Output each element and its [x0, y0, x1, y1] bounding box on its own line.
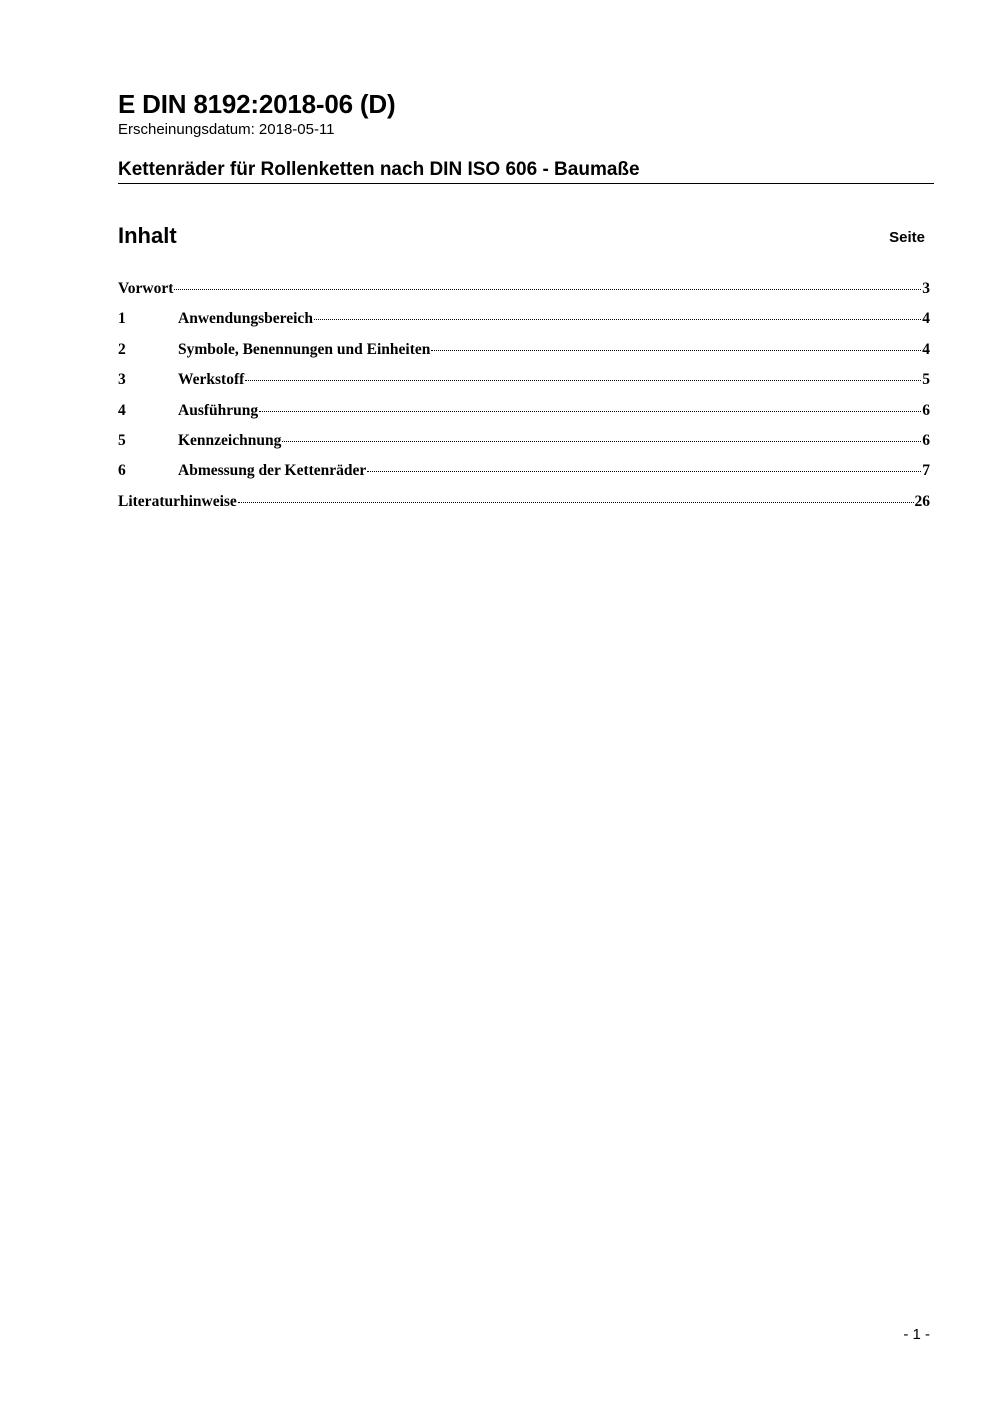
toc-entry-page: 4 — [922, 340, 930, 358]
toc-dot-leader — [245, 380, 921, 381]
toc-entry-number: 4 — [118, 401, 126, 419]
toc-entry-title: Literaturhinweise — [118, 492, 237, 510]
toc-entry-title: Symbole, Benennungen und Einheiten — [178, 340, 431, 358]
document-id: E DIN 8192:2018-06 (D) — [118, 89, 396, 119]
toc-entry-number: 6 — [118, 462, 126, 480]
toc-entry-number: 1 — [118, 310, 126, 328]
publication-date: Erscheinungsdatum: 2018-05-11 — [118, 121, 335, 138]
toc-entry-page: 4 — [922, 310, 930, 328]
toc-dot-leader — [259, 411, 921, 412]
toc-entry-ausfuehrung[interactable] — [118, 402, 930, 432]
toc-entry-number: 5 — [118, 431, 126, 449]
toc-entry-werkstoff[interactable] — [118, 371, 930, 401]
toc-entry-page: 6 — [922, 431, 930, 449]
title-divider — [118, 183, 934, 184]
toc-entry-page: 5 — [922, 371, 930, 389]
page-number: - 1 - — [903, 1326, 930, 1343]
toc-entry-symbole[interactable] — [118, 341, 930, 371]
toc-page-column-label: Seite — [889, 229, 925, 246]
toc-heading: Inhalt — [118, 223, 177, 248]
toc-entry-number: 2 — [118, 340, 126, 358]
toc-entry-anwendungsbereich[interactable] — [118, 310, 930, 340]
toc-entry-abmessung[interactable] — [118, 462, 930, 492]
toc-entry-title: Werkstoff — [178, 371, 245, 389]
toc-entry-title: Vorwort — [118, 280, 174, 297]
toc-entry-title: Anwendungsbereich — [178, 310, 313, 328]
toc-entry-page: 3 — [922, 280, 930, 297]
document-title: Kettenräder für Rollenketten nach DIN ISO 606 - Baumaße — [118, 159, 640, 180]
toc-dot-leader — [367, 471, 921, 472]
toc-dot-leader — [314, 319, 921, 320]
toc-dot-leader — [282, 441, 921, 442]
toc-entry-title: Kennzeichnung — [178, 431, 282, 449]
toc-entry-page: 7 — [922, 462, 930, 480]
toc-entry-title: Abmessung der Kettenräder — [178, 462, 367, 480]
toc-entry-number: 3 — [118, 371, 126, 389]
toc-dot-leader — [431, 350, 921, 351]
toc-entry-page: 26 — [914, 492, 930, 510]
table-of-contents — [118, 280, 930, 523]
toc-dot-leader — [238, 502, 914, 503]
toc-entry-page: 6 — [922, 401, 930, 419]
toc-dot-leader — [174, 289, 921, 290]
toc-entry-literaturhinweise[interactable] — [118, 493, 930, 523]
toc-entry-kennzeichnung[interactable] — [118, 432, 930, 462]
toc-entry-vorwort[interactable] — [118, 280, 930, 310]
toc-entry-title: Ausführung — [178, 401, 259, 419]
